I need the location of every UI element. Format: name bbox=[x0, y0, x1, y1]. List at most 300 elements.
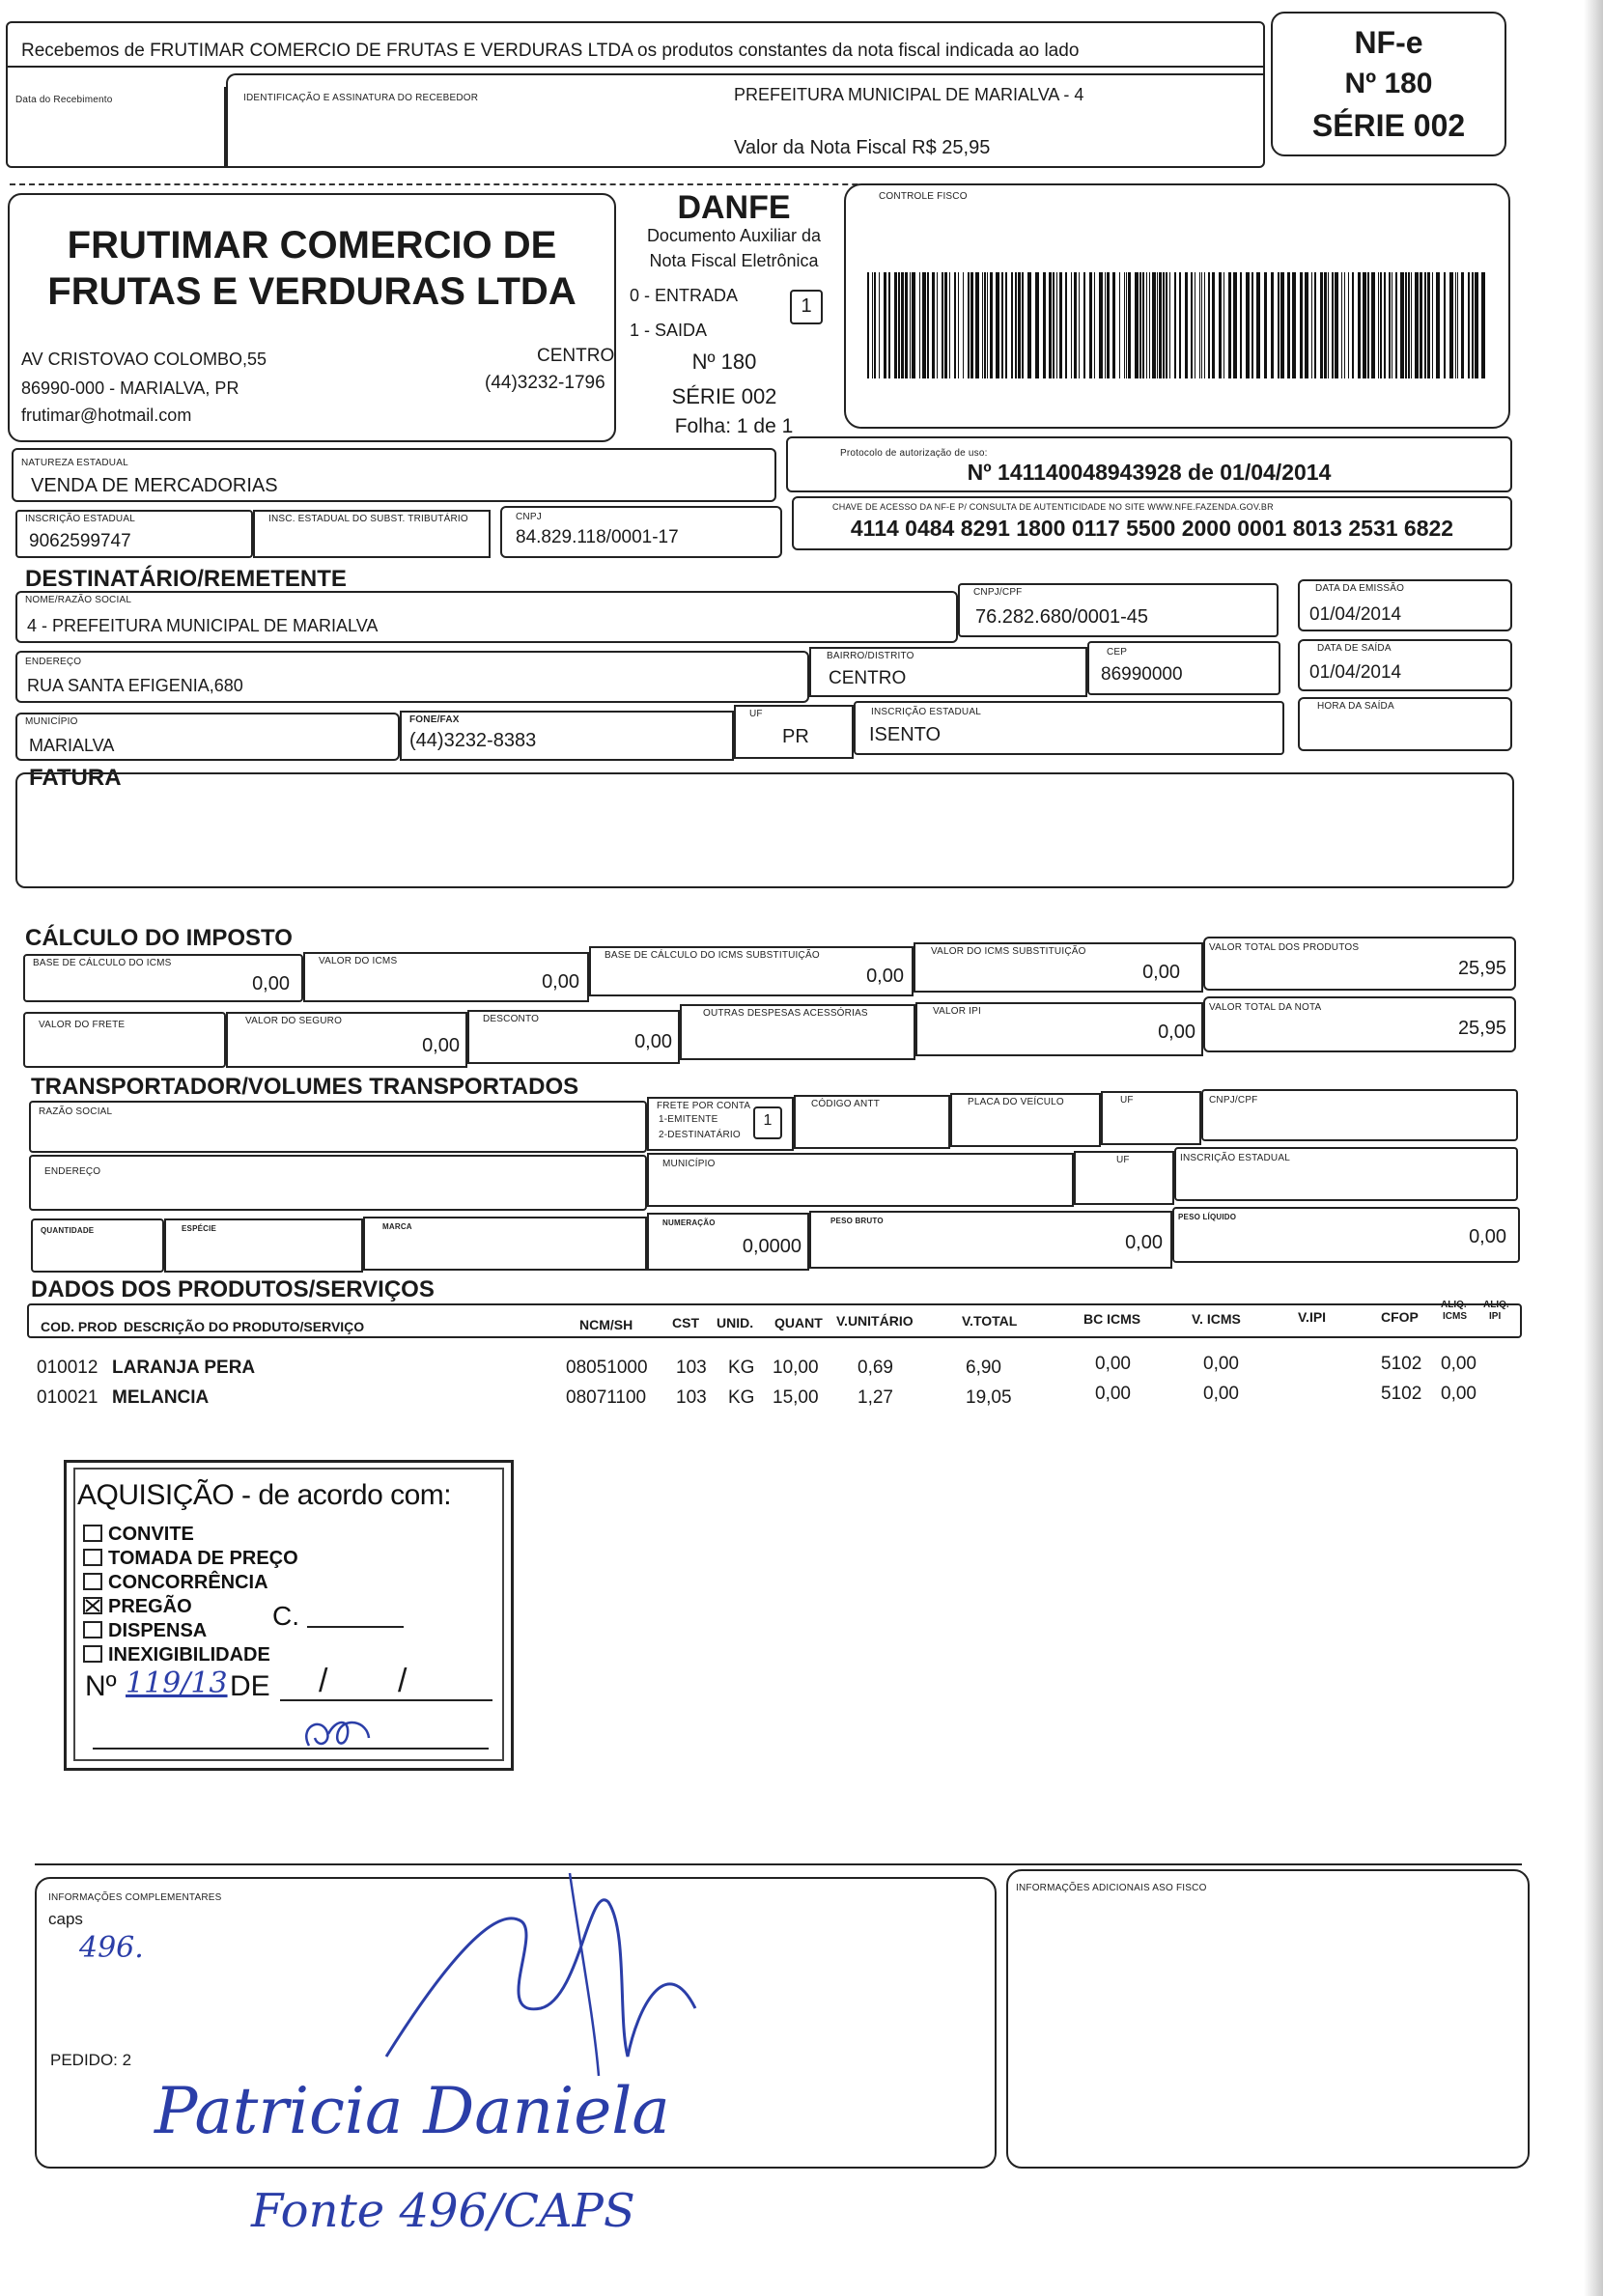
th-aliq-icms-1: ALIQ. bbox=[1441, 1300, 1467, 1310]
ie-label: INSCRIÇÃO ESTADUAL bbox=[25, 514, 135, 524]
ipi: 0,00 bbox=[1158, 1022, 1195, 1043]
stamp-title: AQUISIÇÃO - de acordo com: bbox=[77, 1479, 452, 1511]
imposto-section-title: CÁLCULO DO IMPOSTO bbox=[25, 925, 293, 951]
barcode-bar bbox=[874, 272, 876, 378]
barcode-bar bbox=[1287, 272, 1290, 378]
barcode-bar bbox=[932, 272, 935, 378]
barcode-bar bbox=[1280, 272, 1284, 378]
barcode-bar bbox=[888, 272, 890, 378]
barcode-bar bbox=[919, 272, 920, 378]
stamp-option-label: CONCORRÊNCIA bbox=[108, 1572, 268, 1593]
stamp-option-label: INEXIGIBILIDADE bbox=[108, 1644, 270, 1666]
dest-emissao: 01/04/2014 bbox=[1309, 604, 1402, 625]
stamp-option bbox=[83, 1620, 207, 1642]
seguro: 0,00 bbox=[422, 1035, 460, 1056]
receipt-value: Valor da Nota Fiscal R$ 25,95 bbox=[734, 137, 991, 158]
barcode-bar bbox=[1169, 272, 1170, 378]
barcode-bar bbox=[1228, 272, 1231, 378]
bc-icms: 0,00 bbox=[252, 973, 290, 994]
dest-bairro: CENTRO bbox=[829, 668, 907, 688]
th-aliq-icms-2: ICMS bbox=[1443, 1311, 1467, 1322]
stamp-date-line bbox=[280, 1699, 492, 1701]
transp-frete-value: 1 bbox=[763, 1112, 773, 1129]
cnpj-value: 84.829.118/0001-17 bbox=[516, 527, 679, 547]
product-cell-vtotal: 19,05 bbox=[966, 1387, 1012, 1408]
barcode-bar bbox=[1324, 272, 1327, 378]
danfe-type-value: 1 bbox=[801, 295, 812, 317]
dest-bairro-label: BAIRRO/DISTRITO bbox=[827, 651, 914, 661]
barcode-bar bbox=[1204, 272, 1205, 378]
barcode-bar bbox=[1320, 272, 1323, 378]
th-aliq-ipi-1: ALIQ. bbox=[1483, 1300, 1509, 1310]
transp-bruto-label: PESO BRUTO bbox=[830, 1217, 884, 1225]
ie-st-label: INSC. ESTADUAL DO SUBST. TRIBUTÁRIO bbox=[268, 514, 468, 524]
product-cell-aliq: 0,00 bbox=[1441, 1384, 1476, 1404]
barcode-bar bbox=[1139, 272, 1141, 378]
emitter-city: 86990-000 - MARIALVA, PR bbox=[21, 378, 239, 398]
dest-uf-label: UF bbox=[749, 709, 763, 719]
info-fisco-box bbox=[1006, 1869, 1530, 2169]
emitter-district: CENTRO bbox=[537, 346, 615, 366]
product-cell-vicms: 0,00 bbox=[1203, 1354, 1239, 1374]
transp-esp-label: ESPÉCIE bbox=[182, 1224, 217, 1233]
desc: 0,00 bbox=[634, 1031, 672, 1052]
note-handwriting: Fonte 496/CAPS bbox=[251, 2184, 635, 2238]
barcode-bar bbox=[954, 272, 956, 378]
product-cell-cfop: 5102 bbox=[1381, 1354, 1422, 1374]
emitter-email: frutimar@hotmail.com bbox=[21, 406, 192, 425]
barcode-bar bbox=[879, 272, 880, 378]
transp-qtd-label: QUANTIDADE bbox=[41, 1226, 95, 1235]
seguro-label: VALOR DO SEGURO bbox=[245, 1016, 343, 1026]
barcode-bar bbox=[1246, 272, 1250, 378]
barcode-bar bbox=[949, 272, 950, 378]
barcode-bar bbox=[1071, 272, 1072, 378]
transp-num: 0,0000 bbox=[742, 1236, 802, 1257]
barcode-bar bbox=[1001, 272, 1003, 378]
stamp-option bbox=[83, 1548, 298, 1570]
nfe-title: NF-e bbox=[1354, 25, 1423, 60]
barcode-bar bbox=[912, 272, 915, 378]
stamp-option bbox=[83, 1572, 268, 1594]
danfe-number: Nº 180 bbox=[691, 350, 757, 374]
v-icms-label: VALOR DO ICMS bbox=[319, 956, 398, 966]
barcode-bar bbox=[1455, 272, 1456, 378]
emitter-name-line2: FRUTAS E VERDURAS LTDA bbox=[47, 270, 577, 313]
barcode-bar bbox=[1328, 272, 1329, 378]
barcode-bar bbox=[1163, 272, 1165, 378]
stamp-number: 119/13 bbox=[126, 1666, 228, 1700]
desc-label: DESCONTO bbox=[483, 1014, 540, 1024]
barcode-bar bbox=[1128, 272, 1131, 378]
transp-razao-label: RAZÃO SOCIAL bbox=[39, 1106, 113, 1117]
transp-cnpj-label: CNPJ/CPF bbox=[1209, 1095, 1258, 1106]
barcode-bar bbox=[1233, 272, 1237, 378]
barcode-bar bbox=[1389, 272, 1391, 378]
danfe-saida: 1 - SAIDA bbox=[630, 321, 708, 340]
barcode-bar bbox=[1311, 272, 1312, 378]
barcode-bar bbox=[1432, 272, 1433, 378]
product-cell-cst: 103 bbox=[676, 1358, 707, 1378]
danfe-subtitle-1: Documento Auxiliar da bbox=[646, 226, 822, 245]
th-vtotal: V.TOTAL bbox=[962, 1313, 1018, 1329]
danfe-entrada: 0 - ENTRADA bbox=[630, 286, 739, 305]
receipt-id-label: IDENTIFICAÇÃO E ASSINATURA DO RECEBEDOR bbox=[243, 93, 479, 103]
stamp-number-prefix: Nº bbox=[85, 1670, 117, 1702]
transp-num-label: NUMERAÇÃO bbox=[662, 1218, 716, 1227]
barcode-bar bbox=[1461, 272, 1464, 378]
barcode-bar bbox=[1099, 272, 1103, 378]
barcode-bar bbox=[1152, 272, 1156, 378]
transp-mun-label: MUNICÍPIO bbox=[662, 1159, 716, 1169]
natureza-value: VENDA DE MERCADORIAS bbox=[31, 475, 278, 496]
v-prod-label: VALOR TOTAL DOS PRODUTOS bbox=[1209, 942, 1360, 953]
barcode-bar bbox=[1157, 272, 1158, 378]
product-cell-quant: 10,00 bbox=[773, 1358, 819, 1378]
info-caps: caps bbox=[48, 1910, 83, 1928]
v-prod: 25,95 bbox=[1457, 958, 1506, 979]
th-cod: COD. PROD bbox=[41, 1319, 118, 1334]
dest-municipio: MARIALVA bbox=[29, 736, 115, 755]
barcode-bar bbox=[1300, 272, 1303, 378]
checkbox-icon bbox=[83, 1525, 102, 1542]
barcode-bar bbox=[867, 272, 869, 378]
dest-fone-label: FONE/FAX bbox=[409, 714, 460, 725]
checkbox-icon bbox=[83, 1573, 102, 1590]
total-label: VALOR TOTAL DA NOTA bbox=[1209, 1002, 1322, 1013]
barcode-bar bbox=[1367, 272, 1369, 378]
barcode-bar bbox=[1400, 272, 1404, 378]
product-cell-cst: 103 bbox=[676, 1387, 707, 1408]
barcode-bar bbox=[1079, 272, 1080, 378]
barcode-bar bbox=[1380, 272, 1382, 378]
stamp-option bbox=[83, 1644, 270, 1666]
barcode-bar bbox=[958, 272, 959, 378]
nfe-series: SÉRIE 002 bbox=[1311, 108, 1466, 143]
barcode-bar bbox=[1223, 272, 1224, 378]
receipt-date-label: Data do Recebimento bbox=[15, 95, 113, 105]
th-quant: QUANT bbox=[774, 1315, 823, 1330]
barcode-bar bbox=[996, 272, 999, 378]
barcode-bar bbox=[1166, 272, 1167, 378]
barcode-bar bbox=[1256, 272, 1260, 378]
stamp-option-label: DISPENSA bbox=[108, 1620, 208, 1641]
barcode-bar bbox=[937, 272, 938, 378]
barcode-bar bbox=[1201, 272, 1202, 378]
danfe-title: DANFE bbox=[677, 189, 791, 226]
checkbox-icon bbox=[83, 1549, 102, 1566]
transp-antt-label: CÓDIGO ANTT bbox=[811, 1099, 881, 1109]
barcode-bar bbox=[884, 272, 886, 378]
barcode-bar bbox=[1035, 272, 1039, 378]
barcode-bar bbox=[1444, 272, 1446, 378]
barcode-bar bbox=[1449, 272, 1453, 378]
checkbox-icon bbox=[83, 1621, 102, 1638]
dest-endereco: RUA SANTA EFIGENIA,680 bbox=[27, 676, 243, 695]
barcode-bar bbox=[898, 272, 900, 378]
danfe-page: Folha: 1 de 1 bbox=[674, 415, 794, 437]
receipt-recipient: PREFEITURA MUNICIPAL DE MARIALVA - 4 bbox=[734, 85, 1084, 104]
barcode-bar bbox=[1408, 272, 1410, 378]
transp-section-title: TRANSPORTADOR/VOLUMES TRANSPORTADOS bbox=[31, 1074, 579, 1100]
barcode-bar bbox=[1378, 272, 1379, 378]
dest-municipio-label: MUNICÍPIO bbox=[25, 716, 78, 727]
stamp-de-label: DE bbox=[230, 1670, 270, 1702]
transp-marca-label: MARCA bbox=[382, 1222, 412, 1231]
dest-cep-label: CEP bbox=[1107, 647, 1128, 658]
barcode-bar bbox=[1278, 272, 1280, 378]
info-pedido: PEDIDO: 2 bbox=[50, 2051, 132, 2069]
barcode-bar bbox=[1199, 272, 1200, 378]
barcode-bar bbox=[1056, 272, 1057, 378]
chave-label: CHAVE DE ACESSO DA NF-E P/ CONSULTA DE AUTENTICIDADE NO SITE WWW.NFE.FAZENDA.GOV.BR bbox=[832, 502, 1274, 512]
product-cell-bc: 0,00 bbox=[1095, 1384, 1131, 1404]
barcode-bar bbox=[1083, 272, 1085, 378]
chave-value: 4114 0484 8291 1800 0117 5500 2000 0001 8013 2531 6822 bbox=[850, 516, 1454, 541]
stamp-c-line bbox=[307, 1626, 404, 1628]
transp-frete-opt1: 1-EMITENTE bbox=[659, 1114, 718, 1125]
product-cell-cod: 010012 bbox=[37, 1358, 98, 1378]
barcode-bar bbox=[901, 272, 904, 378]
barcode-bar bbox=[1420, 272, 1422, 378]
ie-value: 9062599747 bbox=[29, 531, 131, 551]
th-bc: BC ICMS bbox=[1083, 1311, 1141, 1327]
th-cfop: CFOP bbox=[1381, 1309, 1419, 1325]
info-top-rule bbox=[35, 1863, 1522, 1865]
frete-label: VALOR DO FRETE bbox=[39, 1020, 126, 1030]
barcode-bar bbox=[922, 272, 926, 378]
barcode-bar bbox=[1105, 272, 1106, 378]
barcode-bar bbox=[1119, 272, 1120, 378]
transp-end-label: ENDEREÇO bbox=[44, 1166, 101, 1177]
barcode-bar bbox=[1049, 272, 1052, 378]
barcode-bar bbox=[1352, 272, 1354, 378]
barcode-bar bbox=[1124, 272, 1125, 378]
receipt-text: Recebemos de FRUTIMAR COMERCIO DE FRUTAS E VERDURAS LTDA os produtos constantes da nota fiscal indicada ao lado bbox=[21, 41, 1080, 61]
barcode-bar bbox=[1043, 272, 1046, 378]
stamp-option-label: TOMADA DE PREÇO bbox=[108, 1548, 298, 1569]
barcode-bar bbox=[1305, 272, 1308, 378]
dest-emissao-label: DATA DA EMISSÃO bbox=[1315, 583, 1405, 594]
barcode-bar bbox=[1341, 272, 1342, 378]
bc-st-label: BASE DE CÁLCULO DO ICMS SUBSTITUIÇÃO bbox=[605, 950, 820, 961]
transp-uf2-label: UF bbox=[1116, 1155, 1130, 1165]
outras-label: OUTRAS DESPESAS ACESSÓRIAS bbox=[703, 1008, 868, 1019]
signature-handwriting: Patricia Daniela bbox=[155, 2074, 670, 2148]
barcode-bar bbox=[1411, 272, 1412, 378]
dest-cnpj-label: CNPJ/CPF bbox=[973, 587, 1023, 598]
product-cell-unid: KG bbox=[728, 1387, 755, 1408]
product-cell-bc: 0,00 bbox=[1095, 1354, 1131, 1374]
emitter-address: AV CRISTOVAO COLOMBO,55 bbox=[21, 350, 267, 369]
barcode-bar bbox=[1332, 272, 1334, 378]
barcode-bar bbox=[1074, 272, 1077, 378]
barcode-bar bbox=[1059, 272, 1062, 378]
barcode-bar bbox=[1146, 272, 1147, 378]
barcode-bar bbox=[1174, 272, 1176, 378]
nfe-number: Nº 180 bbox=[1344, 68, 1433, 99]
barcode-bar bbox=[970, 272, 973, 378]
barcode-bar bbox=[1126, 272, 1127, 378]
dest-ie: ISENTO bbox=[869, 724, 942, 745]
barcode-bar bbox=[1212, 272, 1215, 378]
barcode-bar bbox=[990, 272, 993, 378]
total: 25,95 bbox=[1457, 1018, 1506, 1039]
natureza-label: NATUREZA ESTADUAL bbox=[21, 458, 128, 468]
barcode-bar bbox=[1481, 272, 1485, 378]
barcode-bar bbox=[1468, 272, 1470, 378]
danfe-series: SÉRIE 002 bbox=[671, 384, 777, 408]
stamp-c-label: C. bbox=[272, 1601, 299, 1631]
transp-ie-label: INSCRIÇÃO ESTADUAL bbox=[1180, 1153, 1290, 1163]
barcode-bar bbox=[944, 272, 947, 378]
dest-saida-label: DATA DE SAÍDA bbox=[1317, 643, 1392, 654]
barcode-bar bbox=[1022, 272, 1024, 378]
barcode-bar bbox=[1135, 272, 1139, 378]
transp-liq-label: PESO LÍQUIDO bbox=[1178, 1213, 1237, 1221]
th-vipi: V.IPI bbox=[1298, 1309, 1327, 1325]
stamp-date-slash-1: / bbox=[319, 1663, 328, 1699]
barcode-bar bbox=[1191, 272, 1193, 378]
barcode-bar bbox=[910, 272, 911, 378]
barcode-bar bbox=[1475, 272, 1478, 378]
product-cell-desc: LARANJA PERA bbox=[112, 1358, 256, 1378]
product-cell-vunit: 0,69 bbox=[858, 1358, 893, 1378]
barcode-bar bbox=[1314, 272, 1316, 378]
stamp-option bbox=[83, 1524, 194, 1546]
danfe-subtitle-2: Nota Fiscal Eletrônica bbox=[649, 251, 819, 270]
cnpj-label: CNPJ bbox=[516, 512, 542, 522]
page-edge bbox=[1584, 0, 1603, 2296]
stamp-option-label: CONVITE bbox=[108, 1524, 194, 1545]
barcode-bar bbox=[1185, 272, 1188, 378]
barcode-bar bbox=[1348, 272, 1349, 378]
protocolo-value: Nº 141140048943928 de 01/04/2014 bbox=[967, 460, 1332, 485]
barcode-bar bbox=[1089, 272, 1092, 378]
barcode-bar bbox=[1405, 272, 1407, 378]
barcode-bar bbox=[1149, 272, 1150, 378]
info-handwritten-num: 496. bbox=[79, 1931, 144, 1965]
bc-icms-label: BASE DE CÁLCULO DO ICMS bbox=[33, 958, 172, 968]
product-cell-unid: KG bbox=[728, 1358, 755, 1378]
barcode-bar bbox=[1015, 272, 1017, 378]
barcode-bar bbox=[1208, 272, 1210, 378]
barcode-bar bbox=[1005, 272, 1007, 378]
product-cell-desc: MELANCIA bbox=[112, 1387, 210, 1408]
dest-cep: 86990000 bbox=[1101, 664, 1183, 685]
transp-frete-opt2: 2-DESTINATÁRIO bbox=[659, 1130, 741, 1140]
dest-section-title: DESTINATÁRIO/REMETENTE bbox=[25, 566, 347, 592]
fatura-section-title: FATURA bbox=[29, 765, 122, 791]
dest-uf: PR bbox=[782, 726, 809, 747]
barcode-bar bbox=[1142, 272, 1144, 378]
barcode-bar bbox=[1363, 272, 1366, 378]
th-aliq-ipi-2: IPI bbox=[1489, 1311, 1502, 1322]
barcode-bar bbox=[963, 272, 964, 378]
info-compl-label: INFORMAÇÕES COMPLEMENTARES bbox=[48, 1892, 222, 1903]
v-st: 0,00 bbox=[1142, 962, 1180, 983]
transp-placa-label: PLACA DO VEÍCULO bbox=[968, 1097, 1064, 1107]
protocolo-label: Protocolo de autorização de uso: bbox=[840, 448, 988, 459]
produtos-section-title: DADOS DOS PRODUTOS/SERVIÇOS bbox=[31, 1276, 435, 1302]
barcode-bar bbox=[1112, 272, 1115, 378]
barcode-bar bbox=[905, 272, 908, 378]
emitter-name-line1: FRUTIMAR COMERCIO DE bbox=[67, 224, 557, 266]
barcode-bar bbox=[1292, 272, 1296, 378]
transp-liq: 0,00 bbox=[1469, 1226, 1506, 1247]
barcode-bar bbox=[1344, 272, 1345, 378]
stamp-initials-icon bbox=[290, 1709, 386, 1757]
barcode-bar bbox=[1219, 272, 1222, 378]
barcode-bar bbox=[1427, 272, 1430, 378]
barcode-bar bbox=[1027, 272, 1031, 378]
barcode-bar bbox=[1264, 272, 1267, 378]
barcode-bar bbox=[1457, 272, 1458, 378]
product-cell-cod: 010021 bbox=[37, 1387, 98, 1408]
dest-name: 4 - PREFEITURA MUNICIPAL DE MARIALVA bbox=[27, 616, 379, 635]
transp-uf-label: UF bbox=[1120, 1095, 1134, 1106]
barcode-bar bbox=[1371, 272, 1375, 378]
stamp-option bbox=[83, 1596, 192, 1618]
barcode-bar bbox=[1179, 272, 1181, 378]
barcode-bar bbox=[927, 272, 929, 378]
product-cell-quant: 15,00 bbox=[773, 1387, 819, 1408]
barcode-bar bbox=[1053, 272, 1055, 378]
product-cell-vtotal: 6,90 bbox=[966, 1358, 1001, 1378]
checked-box-icon bbox=[83, 1597, 102, 1614]
bc-st: 0,00 bbox=[866, 966, 904, 987]
product-cell-cfop: 5102 bbox=[1381, 1384, 1422, 1404]
v-st-label: VALOR DO ICMS SUBSTITUIÇÃO bbox=[931, 946, 1086, 957]
emitter-phone: (44)3232-1796 bbox=[485, 373, 605, 393]
dest-hora-label: HORA DA SAÍDA bbox=[1317, 701, 1394, 712]
barcode-bar bbox=[1094, 272, 1095, 378]
dest-name-label: NOME/RAZÃO SOCIAL bbox=[25, 595, 132, 605]
th-vunit: V.UNITÁRIO bbox=[836, 1313, 914, 1329]
barcode-bar bbox=[1472, 272, 1474, 378]
transp-end-box bbox=[29, 1155, 647, 1211]
dest-cnpj: 76.282.680/0001-45 bbox=[975, 606, 1149, 628]
barcode-bar bbox=[1018, 272, 1021, 378]
transp-bruto: 0,00 bbox=[1125, 1232, 1163, 1253]
th-ncm: NCM/SH bbox=[579, 1317, 633, 1332]
barcode-bar bbox=[1159, 272, 1162, 378]
barcode-bar bbox=[1065, 272, 1067, 378]
info-fisco-label: INFORMAÇÕES ADICIONAIS ASO FISCO bbox=[1016, 1883, 1207, 1893]
barcode-bar bbox=[942, 272, 943, 378]
th-unid: UNID. bbox=[717, 1315, 754, 1330]
barcode-bar bbox=[987, 272, 988, 378]
barcode-bar bbox=[1384, 272, 1386, 378]
barcode-bar bbox=[1395, 272, 1397, 378]
barcode-bar bbox=[1358, 272, 1361, 378]
product-cell-ncm: 08051000 bbox=[566, 1358, 648, 1378]
barcode-bar bbox=[1271, 272, 1274, 378]
receipt-divider bbox=[6, 66, 1265, 68]
ipi-label: VALOR IPI bbox=[933, 1006, 981, 1017]
barcode-bar bbox=[1436, 272, 1440, 378]
barcode-bar bbox=[1240, 272, 1242, 378]
barcode-bar bbox=[1251, 272, 1253, 378]
barcode-bar bbox=[975, 272, 979, 378]
barcode-bar bbox=[982, 272, 983, 378]
controle-fisco-label: CONTROLE FISCO bbox=[879, 191, 968, 202]
barcode-bar bbox=[1415, 272, 1419, 378]
dest-fone: (44)3232-8383 bbox=[409, 730, 537, 751]
product-cell-vunit: 1,27 bbox=[858, 1387, 893, 1408]
th-vicms: V. ICMS bbox=[1192, 1311, 1241, 1327]
transp-frete-label: FRETE POR CONTA bbox=[657, 1101, 751, 1111]
